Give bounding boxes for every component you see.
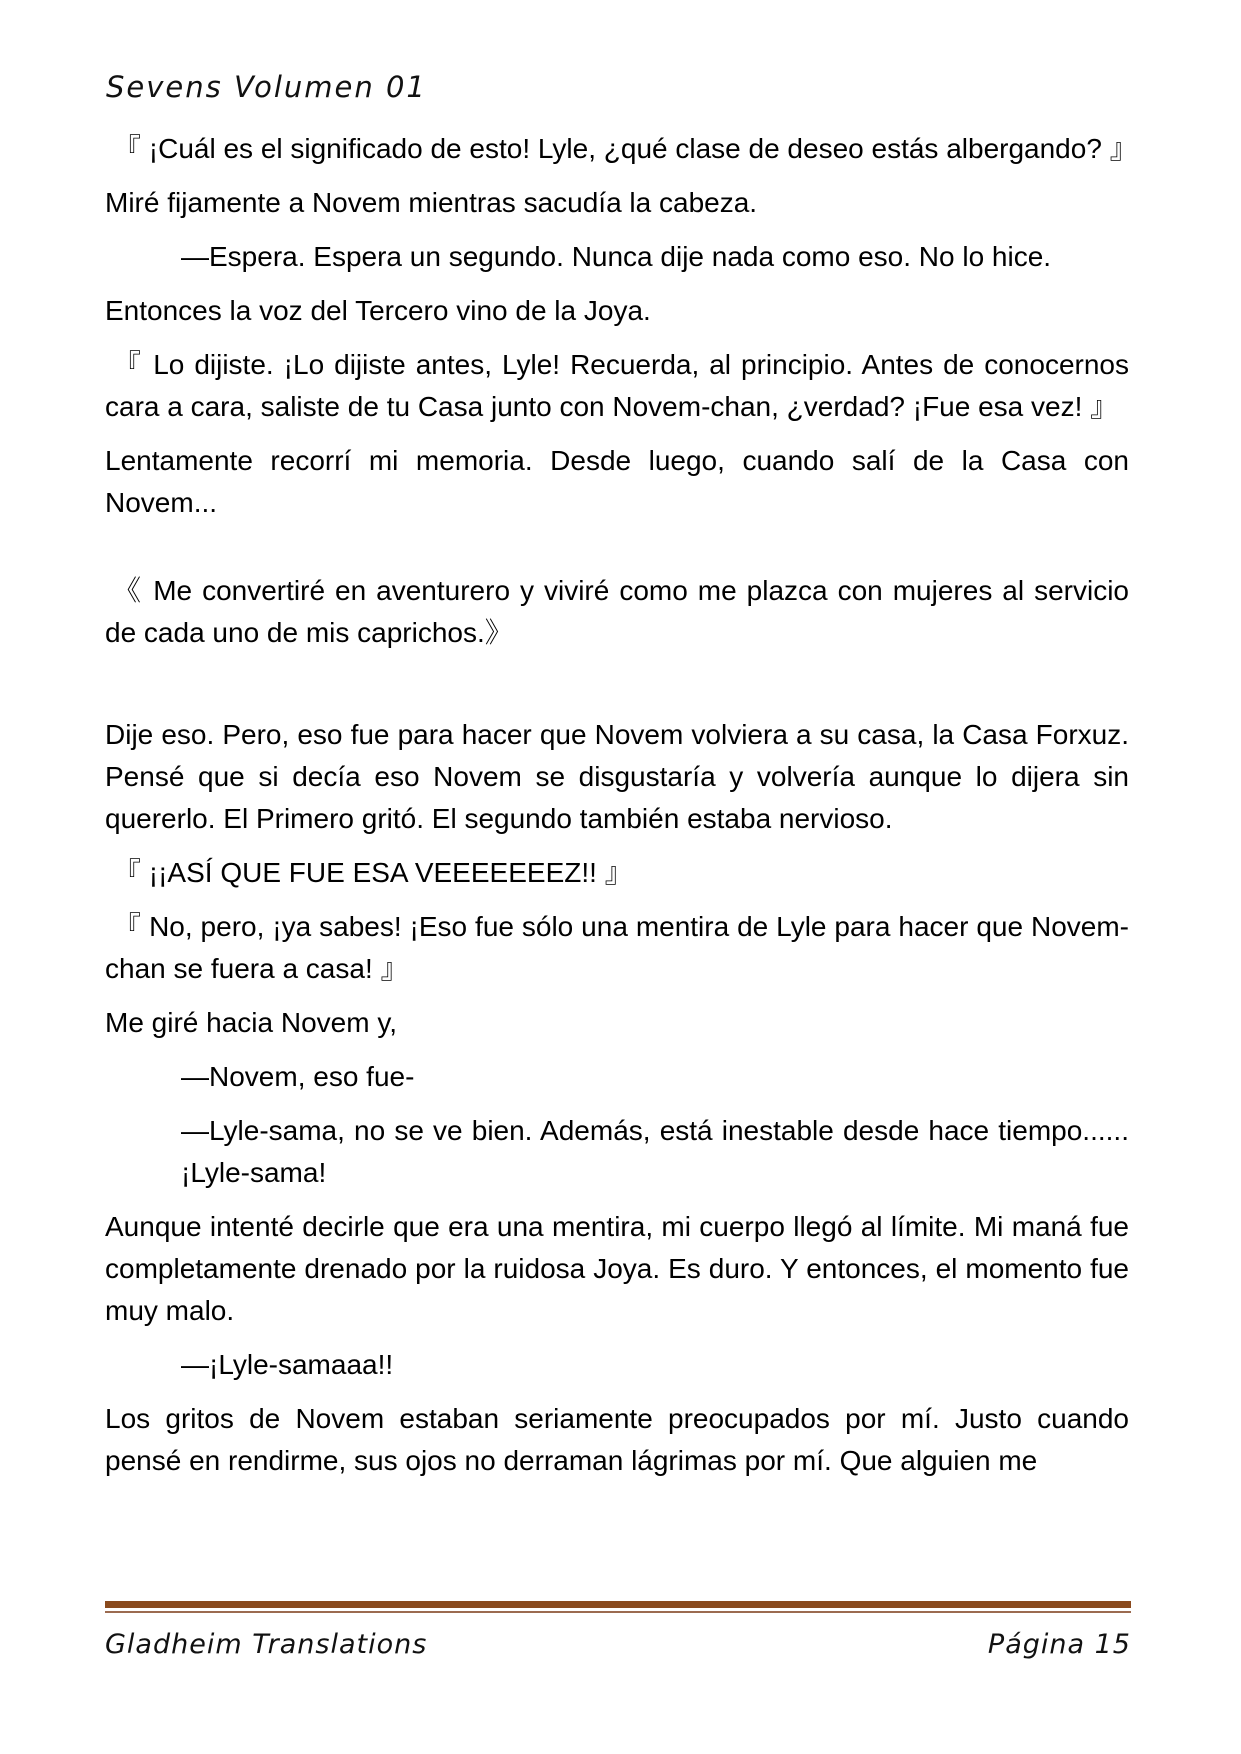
paragraphs [105, 128, 1138, 1494]
footer-rule-thick [105, 1601, 1131, 1608]
footer-rule-thin [105, 1611, 1131, 1613]
paragraph: 『 No, pero, ¡ya sabes! ¡Eso fue sólo una mentira de Lyle para hacer que Novem-chan se fuera a casa! 』 [105, 911, 1129, 984]
paragraph: Entonces la voz del Tercero vino de la Joya. [105, 295, 651, 326]
paragraph: Aunque intenté decirle que era una mentira, mi cuerpo llegó al límite. Mi maná fue completamente drenado por la ruidosa Joya. Es duro. Y entonces, el momento fue muy malo. [105, 1211, 1129, 1326]
footer-page-number: Página 15 [987, 1629, 1131, 1660]
paragraph: Dije eso. Pero, eso fue para hacer que Novem volviera a su casa, la Casa Forxuz. Pensé que si decía eso Novem se disgustaría y volvería aunque lo dijera sin quererlo. El Primero gritó. El segundo también estaba nervioso. [105, 719, 1129, 834]
paragraph: Me giré hacia Novem y, [105, 1007, 398, 1038]
paragraph: 《 Me convertiré en aventurero y viviré como me plazca con mujeres al servicio de cada uno de mis caprichos.》 [105, 575, 1129, 648]
page-header [106, 70, 1129, 104]
header-title: Sevens Volumen 01 [106, 70, 427, 104]
paragraph: —Lyle-sama, no se ve bien. Además, está inestable desde hace tiempo......¡Lyle-sama! [181, 1115, 1129, 1188]
paragraph: 『 ¡Cuál es el significado de esto! Lyle, ¿qué clase de deseo estás albergando? 』 [113, 133, 1138, 164]
footer-translator: Gladheim Translations [105, 1629, 428, 1660]
paragraph: 『 ¡¡ASÍ QUE FUE ESA VEEEEEEEZ!! 』 [113, 857, 633, 888]
paragraph: Los gritos de Novem estaban seriamente preocupados por mí. Justo cuando pensé en rendirme, sus ojos no derraman lágrimas por mí. Que alguien me [105, 1403, 1129, 1476]
page-footer [105, 1601, 1131, 1660]
paragraph: —Espera. Espera un segundo. Nunca dije nada como eso. No lo hice. [181, 241, 1052, 272]
paragraph: Lentamente recorrí mi memoria. Desde luego, cuando salí de la Casa con Novem... [105, 445, 1129, 518]
paragraph: —¡Lyle-samaaa!! [181, 1349, 394, 1380]
paragraph: Miré fijamente a Novem mientras sacudía la cabeza. [105, 187, 758, 218]
footer-row [105, 1629, 1131, 1660]
paragraph: 『 Lo dijiste. ¡Lo dijiste antes, Lyle! Recuerda, al principio. Antes de conocernos cara a cara, saliste de tu Casa junto con Novem-chan, ¿verdad? ¡Fue esa vez! 』 [105, 349, 1129, 422]
paragraph: —Novem, eso fue- [181, 1061, 415, 1092]
